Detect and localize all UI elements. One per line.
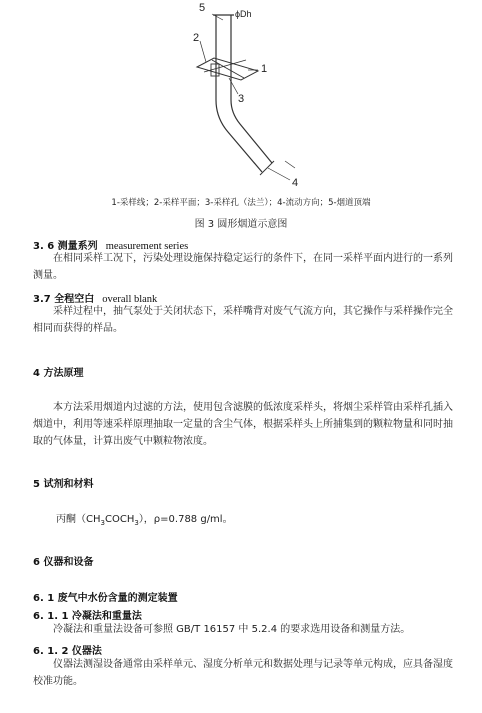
heading-6-1-1: 6. 1. 1 冷凝法和重量法 [33,611,142,622]
paragraph-4: 本方法采用烟道内过滤的方法，使用包含滤膜的低浓度采样头，将烟尘采样管由采样孔插入烟道中，利用等速采样原理抽取一定量的含尘气体，根据采样头上所捕集到的颗粒物量和同时抽取的气体量，计算出废气中颗粒物浓度。 [33,402,453,447]
paragraph-3-7: 采样过程中，抽气泵处于关闭状态下，采样嘴背对废气气流方向，其它操作与采样操作完全相同而获得的样品。 [33,306,453,334]
heading-5: 5 试剂和材料 [33,479,94,490]
figure-legend: 1-采样线；2-采样平面；3-采样孔（法兰）；4-流动方向；5-烟道顶端 [111,198,371,208]
label-1: 1 [261,63,268,75]
heading-3-7-en: overall blank [102,294,158,305]
flue-diagram [0,0,482,195]
label-5: 5 [199,2,206,14]
label-4: 4 [292,177,299,189]
paragraph-6-1-2: 仪器法测湿设备通常由采样单元、湿度分析单元和数据处理与记录等单元构成，应具备湿度校准功能。 [33,659,453,687]
heading-6-1: 6. 1 废气中水份含量的测定装置 [33,593,178,604]
heading-6-1-2: 6. 1. 2 仪器法 [33,646,102,657]
heading-3-6: 3. 6 测量系列 measurement series [33,241,189,252]
heading-3-6-en: measurement series [105,241,189,252]
heading-3-7: 3.7 全程空白 overall blank [33,294,158,305]
paragraph-6-1-1: 冷凝法和重量法设备可参照 GB/T 16157 中 5.2.4 的要求选用设备和测量方法。 [53,624,411,635]
label-3: 3 [238,93,245,105]
acetone-formula: 丙酮$(CH_3COCH_3)$，ρ=0.788 g/ml。 [56,514,233,527]
figure-caption: 图 3 圆形烟道示意图 [194,219,288,230]
label-2: 2 [193,32,200,44]
paragraph-3-6: 在相同采样工况下，污染处理设施保持稳定运行的条件下，在同一采样平面内进行的一系列测量。 [33,253,453,281]
heading-4: 4 方法原理 [33,368,84,379]
diameter-label: ϕDh [235,9,252,19]
heading-6: 6 仪器和设备 [33,557,94,568]
